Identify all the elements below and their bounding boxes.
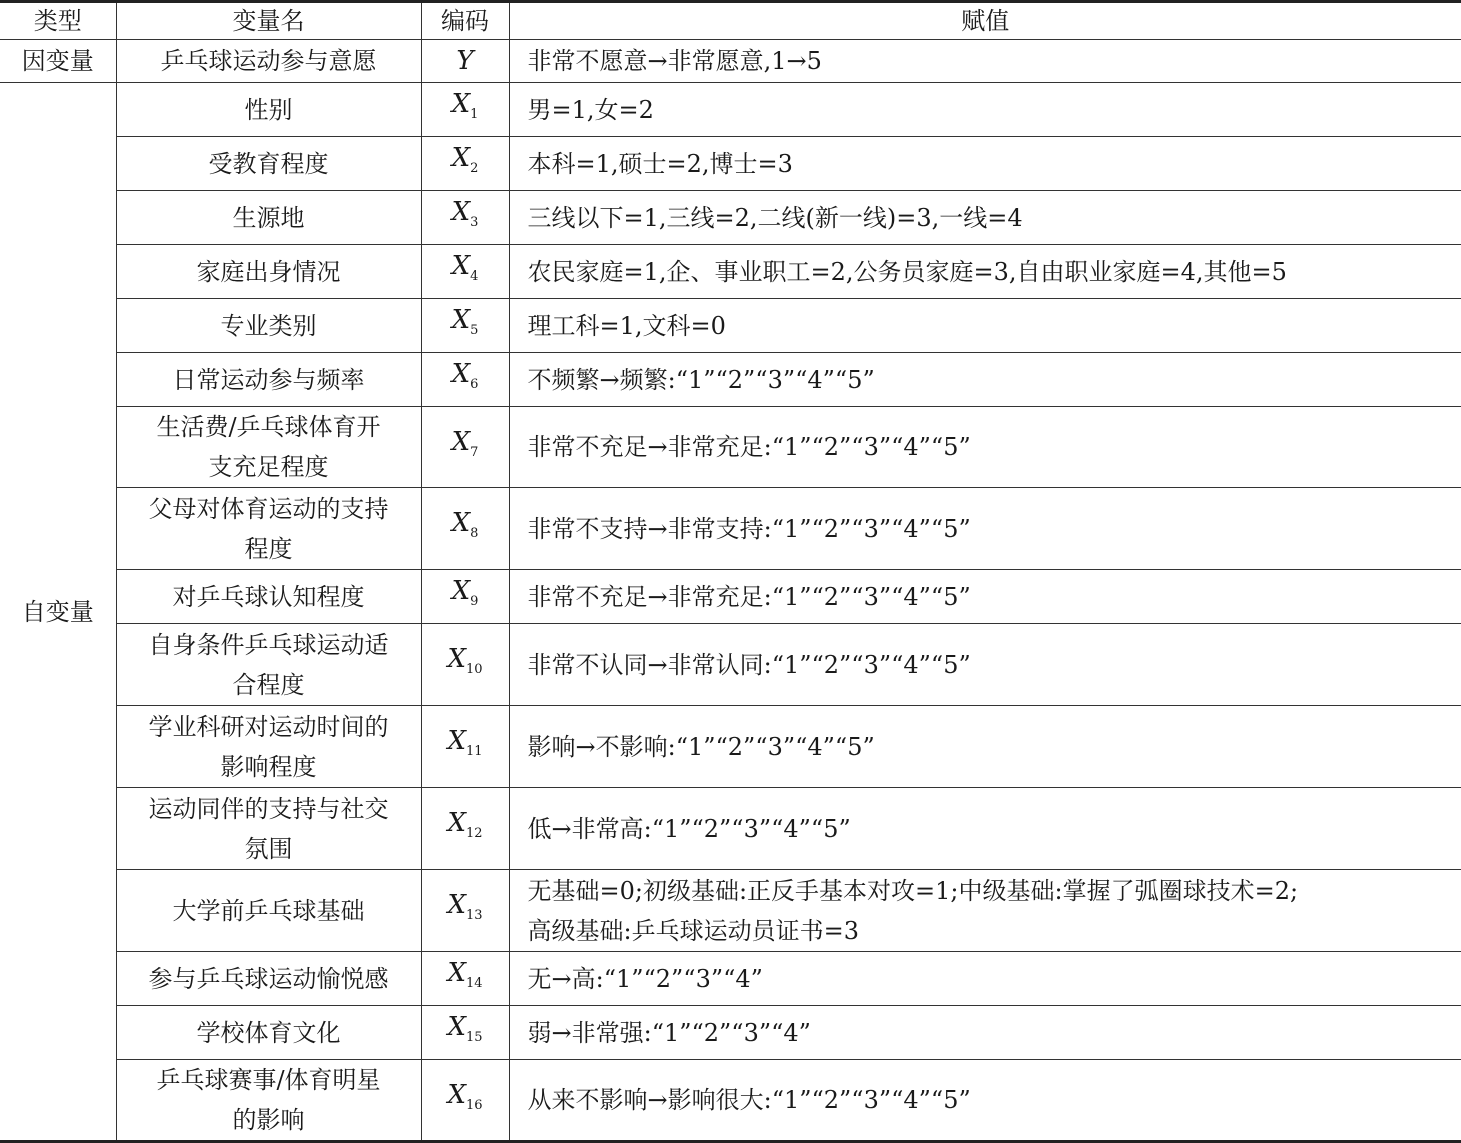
table-row xyxy=(0,40,1461,83)
variable-code: $X_9$ xyxy=(421,570,509,624)
table-row xyxy=(0,83,1461,137)
table-row xyxy=(0,624,1461,706)
variable-code: $X_2$ xyxy=(421,137,509,191)
header-code: 编码 xyxy=(421,2,509,40)
variable-code: Y xyxy=(421,40,509,83)
variable-value: 非常不愿意→非常愿意,1→5 xyxy=(509,40,1461,83)
variable-code: $X_{11}$ xyxy=(421,706,509,788)
variable-name: 学校体育文化 xyxy=(116,1006,421,1060)
table-row xyxy=(0,1060,1461,1142)
variable-name: 专业类别 xyxy=(116,299,421,353)
variable-name: 生活费/乒乓球体育开 支充足程度 xyxy=(116,407,421,488)
variable-value: 男=1,女=2 xyxy=(509,83,1461,137)
variable-code: $X_4$ xyxy=(421,245,509,299)
header-type: 类型 xyxy=(0,2,116,40)
variable-value: 非常不充足→非常充足:“1”“2”“3”“4”“5” xyxy=(509,570,1461,624)
header-row xyxy=(0,2,1461,40)
variable-name: 自身条件乒乓球运动适 合程度 xyxy=(116,624,421,706)
variable-value: 低→非常高:“1”“2”“3”“4”“5” xyxy=(509,788,1461,870)
variable-value: 无基础=0;初级基础:正反手基本对攻=1;中级基础:掌握了弧圈球技术=2; 高级基础:乒乓球运动员证书=3 xyxy=(509,870,1461,952)
variable-code: $X_8$ xyxy=(421,488,509,570)
table-row xyxy=(0,299,1461,353)
table-row xyxy=(0,353,1461,407)
table-row xyxy=(0,191,1461,245)
variable-code: $X_6$ xyxy=(421,353,509,407)
variable-value: 从来不影响→影响很大:“1”“2”“3”“4”“5” xyxy=(509,1060,1461,1142)
table-row xyxy=(0,788,1461,870)
variable-code: $X_3$ xyxy=(421,191,509,245)
variable-code: $X_5$ xyxy=(421,299,509,353)
dependent-type: 因变量 xyxy=(0,40,116,83)
variable-name: 乒乓球赛事/体育明星 的影响 xyxy=(116,1060,421,1142)
variable-value: 三线以下=1,三线=2,二线(新一线)=3,一线=4 xyxy=(509,191,1461,245)
variable-code: $X_{15}$ xyxy=(421,1006,509,1060)
table-row xyxy=(0,870,1461,952)
table-row xyxy=(0,407,1461,488)
variable-value: 理工科=1,文科=0 xyxy=(509,299,1461,353)
variable-code: $X_{14}$ xyxy=(421,952,509,1006)
table-row xyxy=(0,706,1461,788)
variable-name: 对乒乓球认知程度 xyxy=(116,570,421,624)
variable-name: 生源地 xyxy=(116,191,421,245)
variable-name: 运动同伴的支持与社交 氛围 xyxy=(116,788,421,870)
header-variable-name: 变量名 xyxy=(116,2,421,40)
variable-code: $X_{10}$ xyxy=(421,624,509,706)
variable-name: 受教育程度 xyxy=(116,137,421,191)
variable-name: 大学前乒乓球基础 xyxy=(116,870,421,952)
variable-value: 不频繁→频繁:“1”“2”“3”“4”“5” xyxy=(509,353,1461,407)
variable-code: $X_7$ xyxy=(421,407,509,488)
variable-value: 非常不充足→非常充足:“1”“2”“3”“4”“5” xyxy=(509,407,1461,488)
table-row xyxy=(0,952,1461,1006)
variable-name: 参与乒乓球运动愉悦感 xyxy=(116,952,421,1006)
variable-code: $X_{12}$ xyxy=(421,788,509,870)
variable-value: 农民家庭=1,企、事业职工=2,公务员家庭=3,自由职业家庭=4,其他=5 xyxy=(509,245,1461,299)
variable-name: 家庭出身情况 xyxy=(116,245,421,299)
table-row xyxy=(0,570,1461,624)
variable-name: 乒乓球运动参与意愿 xyxy=(116,40,421,83)
table-row xyxy=(0,245,1461,299)
variable-value: 本科=1,硕士=2,博士=3 xyxy=(509,137,1461,191)
variable-code: $X_{16}$ xyxy=(421,1060,509,1142)
table-row xyxy=(0,137,1461,191)
variable-name: 学业科研对运动时间的 影响程度 xyxy=(116,706,421,788)
header-value: 赋值 xyxy=(509,2,1461,40)
variable-value: 影响→不影响:“1”“2”“3”“4”“5” xyxy=(509,706,1461,788)
independent-type: 自变量 xyxy=(0,83,116,1142)
table-row xyxy=(0,1006,1461,1060)
variable-value: 非常不支持→非常支持:“1”“2”“3”“4”“5” xyxy=(509,488,1461,570)
variable-value: 非常不认同→非常认同:“1”“2”“3”“4”“5” xyxy=(509,624,1461,706)
table-row xyxy=(0,488,1461,570)
variable-value: 无→高:“1”“2”“3”“4” xyxy=(509,952,1461,1006)
variable-code: $X_{13}$ xyxy=(421,870,509,952)
variable-name: 日常运动参与频率 xyxy=(116,353,421,407)
variable-code: $X_1$ xyxy=(421,83,509,137)
variable-value: 弱→非常强:“1”“2”“3”“4” xyxy=(509,1006,1461,1060)
variable-name: 性别 xyxy=(116,83,421,137)
variable-name: 父母对体育运动的支持 程度 xyxy=(116,488,421,570)
